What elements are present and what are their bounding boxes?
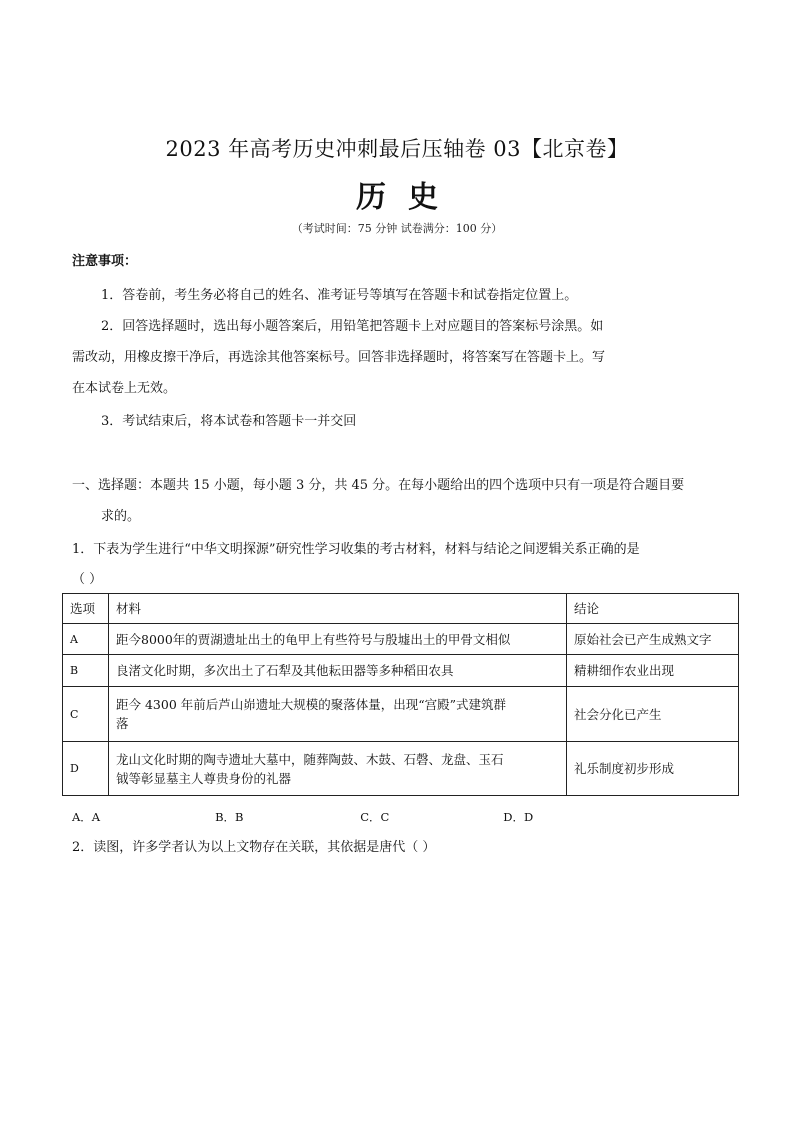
header-material: 材料 [109,594,567,624]
row-material-line-1: 距今 4300 年前后芦山峁遗址大规模的聚落体量，出现“宫殿”式建筑群 [116,697,507,712]
choice-b[interactable]: B．B [215,810,244,824]
header-option: 选项 [63,594,109,624]
question-1-choices [72,806,533,825]
row-conclusion: 礼乐制度初步形成 [567,742,739,796]
row-material-line-2: 钺等彰显墓主人尊贵身份的礼器 [116,770,292,786]
row-material-line-1: 龙山文化时期的陶寺遗址大墓中，随葬陶鼓、木鼓、石磬、龙盘、玉石 [116,751,504,767]
choice-d[interactable]: D．D [503,810,534,824]
row-material [109,687,567,742]
row-conclusion: 精耕细作农业出现 [567,655,739,687]
row-option: D [63,742,109,796]
table-row [63,655,739,687]
subject-heading: 历史 [356,180,460,215]
row-material-line-2: 落 [116,716,129,731]
table-row [63,742,739,796]
header-conclusion: 结论 [567,594,739,624]
notice-item-2-line-3: 在本试卷上无效。 [72,381,177,396]
row-material: 距今8000年的贾湖遗址出土的龟甲上有些符号与殷墟出土的甲骨文相似 [109,624,567,655]
notice-item-3: 3．考试结束后，将本试卷和答题卡一并交回 [101,414,357,429]
table-header-row [63,594,739,624]
row-option: A [63,624,109,655]
notice-item-2-line-1: 2．回答选择题时，选出每小题答案后，用铅笔把答题卡上对应题目的答案标号涂黑。如 [101,319,604,334]
table-row [63,687,739,742]
question-1-table [62,593,739,796]
section-1-instruction-line-1: 一、选择题：本题共 15 小题，每小题 3 分，共 45 分。在每小题给出的四个选项中只有一项是符合题目要 [72,478,685,493]
notice-heading: 注意事项： [72,254,138,269]
notice-item-1: 1．答卷前，考生务必将自己的姓名、准考证号等填写在答题卡和试卷指定位置上。 [101,288,578,303]
notice-item-2-line-2: 需改动，用橡皮擦干净后，再选涂其他答案标号。回答非选择题时，将答案写在答题卡上。写 [72,350,606,365]
row-material: 良渚文化时期，多次出土了石犁及其他耘田器等多种稻田农具 [109,655,567,687]
paper-title: 2023 年高考历史冲刺最后压轴卷 03【北京卷】 [165,137,629,161]
question-1-answer-bracket: （ ） [72,572,103,587]
row-option: B [63,655,109,687]
choice-a[interactable]: A．A [72,810,101,824]
row-conclusion: 原始社会已产生成熟文字 [567,624,739,655]
choice-c[interactable]: C．C [360,810,390,824]
row-material [109,742,567,796]
question-1-stem: 1．下表为学生进行“中华文明探源”研究性学习收集的考古材料，材料与结论之间逻辑关系正确的是 [72,542,640,557]
section-1-instruction-line-2: 求的。 [101,509,141,524]
row-option: C [63,687,109,742]
table-row [63,624,739,655]
question-2-stem: 2．读图，许多学者认为以上文物存在关联，其依据是唐代（ ） [72,840,436,855]
row-conclusion: 社会分化已产生 [567,687,739,742]
exam-info: （考试时间：75 分钟 试卷满分：100 分） [291,222,503,235]
